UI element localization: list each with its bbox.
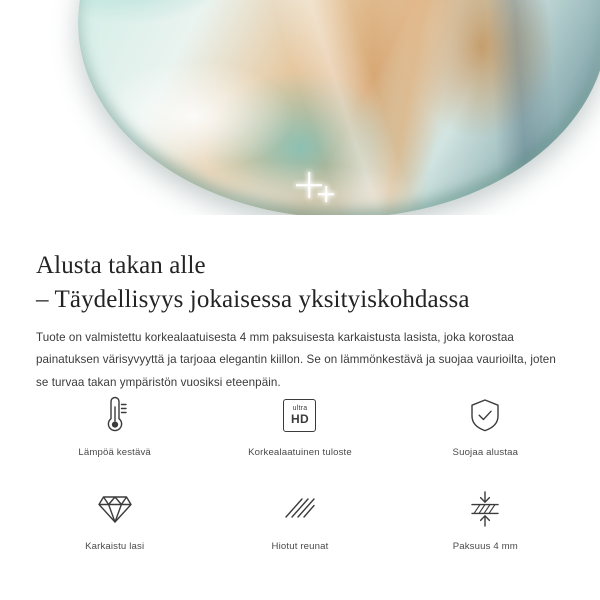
feature-item-heat-resistant — [22, 392, 207, 480]
ultra-hd-icon — [283, 392, 316, 438]
feature-item-surface-protection — [393, 392, 578, 480]
ultra-hd-badge-top: ultra — [292, 405, 308, 412]
round-marble-glass-panel — [78, 0, 600, 215]
headline-line-1: Alusta takan alle — [36, 251, 206, 279]
diamond-icon — [95, 486, 135, 532]
headline-line-2: – Täydellisyys jokaisessa yksityiskohdassa — [36, 286, 470, 314]
shield-check-icon — [467, 392, 503, 438]
hero-image — [0, 0, 600, 215]
description-paragraph: Tuote on valmistettu korkealaatuisesta 4 mm paksuisesta karkaistusta lasista, joka korostaa painatuksen värisyvyyttä ja tarjoaa elegantin kiillon. Se on lämmönkestävä ja suojaa vaurioilta, joten se turvaa takan ympäristön vuosiksi eteenpäin. — [36, 330, 556, 389]
ultra-hd-badge-bottom: HD — [291, 412, 309, 426]
feature-item-tempered-glass — [22, 486, 207, 574]
feature-item-print-quality — [207, 392, 392, 480]
feature-label: Paksuus 4 mm — [452, 541, 518, 552]
feature-item-thickness — [393, 486, 578, 574]
feature-label: Hiotut reunat — [271, 541, 329, 552]
feature-label: Suojaa alustaa — [452, 447, 519, 458]
feature-label: Lämpöä kestävä — [78, 447, 151, 458]
feature-list — [22, 392, 578, 574]
thermometer-icon — [96, 392, 134, 438]
thickness-arrows-icon — [465, 486, 505, 532]
page-title — [36, 249, 576, 318]
feature-item-polished-edges — [207, 486, 392, 574]
feature-label: Korkealaatuinen tuloste — [248, 447, 352, 458]
polished-edges-icon — [280, 486, 320, 532]
feature-label: Karkaistu lasi — [85, 541, 145, 552]
